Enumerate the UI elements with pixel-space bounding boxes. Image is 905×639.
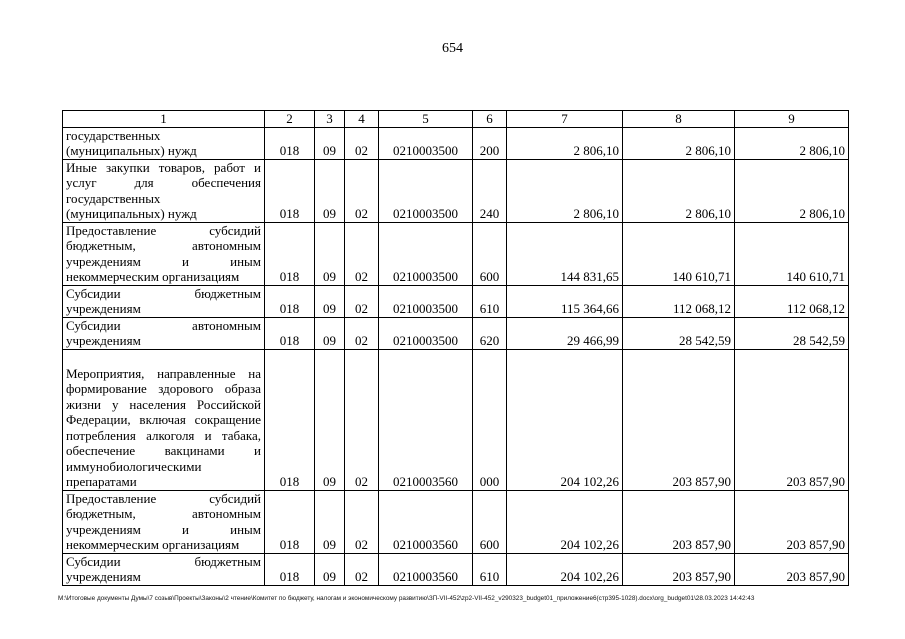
- section-cell: 09: [315, 349, 345, 490]
- amount-col7-cell: 2 806,10: [507, 127, 623, 159]
- table-row: [63, 159, 849, 222]
- amount-col8-cell: 203 857,90: [623, 553, 735, 585]
- amount-col8-cell: 2 806,10: [623, 127, 735, 159]
- column-header: 7: [507, 111, 623, 128]
- expense-type-cell: 240: [473, 159, 507, 222]
- amount-col7-cell: 204 102,26: [507, 490, 623, 553]
- expense-type-cell: 610: [473, 285, 507, 317]
- amount-col9-cell: 28 542,59: [735, 317, 849, 349]
- expense-type-cell: 200: [473, 127, 507, 159]
- target-article-cell: 0210003560: [379, 553, 473, 585]
- target-article-cell: 0210003500: [379, 127, 473, 159]
- row-name-cell: государственных (муниципальных) нужд: [63, 127, 265, 159]
- subsection-cell: 02: [345, 490, 379, 553]
- subsection-cell: 02: [345, 553, 379, 585]
- ministry-code-cell: 018: [265, 349, 315, 490]
- amount-col7-cell: 204 102,26: [507, 349, 623, 490]
- column-header: 8: [623, 111, 735, 128]
- target-article-cell: 0210003560: [379, 490, 473, 553]
- expense-type-cell: 610: [473, 553, 507, 585]
- expense-type-cell: 620: [473, 317, 507, 349]
- target-article-cell: 0210003560: [379, 349, 473, 490]
- section-cell: 09: [315, 127, 345, 159]
- amount-col7-cell: 144 831,65: [507, 222, 623, 285]
- column-header: 2: [265, 111, 315, 128]
- section-cell: 09: [315, 159, 345, 222]
- section-cell: 09: [315, 285, 345, 317]
- column-header: 5: [379, 111, 473, 128]
- page-number: 654: [442, 41, 463, 56]
- section-cell: 09: [315, 553, 345, 585]
- table-row: [63, 317, 849, 349]
- ministry-code-cell: 018: [265, 490, 315, 553]
- amount-col8-cell: 28 542,59: [623, 317, 735, 349]
- target-article-cell: 0210003500: [379, 285, 473, 317]
- table-row: [63, 553, 849, 585]
- row-name-cell: Предоставление субсидий бюджетным, автономным учреждениям и иным некоммерческим организациям: [63, 222, 265, 285]
- amount-col8-cell: 2 806,10: [623, 159, 735, 222]
- subsection-cell: 02: [345, 285, 379, 317]
- subsection-cell: 02: [345, 317, 379, 349]
- section-cell: 09: [315, 222, 345, 285]
- column-header: 4: [345, 111, 379, 128]
- ministry-code-cell: 018: [265, 127, 315, 159]
- row-name-cell: Предоставление субсидий бюджетным, автономным учреждениям и иным некоммерческим организациям: [63, 490, 265, 553]
- amount-col7-cell: 204 102,26: [507, 553, 623, 585]
- amount-col9-cell: 140 610,71: [735, 222, 849, 285]
- row-name-cell: Субсидии бюджетным учреждениям: [63, 553, 265, 585]
- section-cell: 09: [315, 490, 345, 553]
- ministry-code-cell: 018: [265, 317, 315, 349]
- amount-col8-cell: 203 857,90: [623, 349, 735, 490]
- table-header-row: [63, 111, 849, 128]
- ministry-code-cell: 018: [265, 285, 315, 317]
- target-article-cell: 0210003500: [379, 159, 473, 222]
- amount-col8-cell: 203 857,90: [623, 490, 735, 553]
- row-name-cell: Иные закупки товаров, работ и услуг для обеспечения государственных (муниципальных) нужд: [63, 159, 265, 222]
- target-article-cell: 0210003500: [379, 317, 473, 349]
- subsection-cell: 02: [345, 349, 379, 490]
- table-row: [63, 285, 849, 317]
- expense-type-cell: 600: [473, 490, 507, 553]
- column-header: 9: [735, 111, 849, 128]
- amount-col7-cell: 115 364,66: [507, 285, 623, 317]
- table-row: [63, 490, 849, 553]
- expense-type-cell: 000: [473, 349, 507, 490]
- amount-col7-cell: 2 806,10: [507, 159, 623, 222]
- amount-col8-cell: 140 610,71: [623, 222, 735, 285]
- amount-col7-cell: 29 466,99: [507, 317, 623, 349]
- column-header: 6: [473, 111, 507, 128]
- amount-col8-cell: 112 068,12: [623, 285, 735, 317]
- target-article-cell: 0210003500: [379, 222, 473, 285]
- table-row: [63, 127, 849, 159]
- subsection-cell: 02: [345, 222, 379, 285]
- amount-col9-cell: 203 857,90: [735, 490, 849, 553]
- ministry-code-cell: 018: [265, 159, 315, 222]
- ministry-code-cell: 018: [265, 553, 315, 585]
- row-name-cell: Субсидии автономным учреждениям: [63, 317, 265, 349]
- section-cell: 09: [315, 317, 345, 349]
- amount-col9-cell: 2 806,10: [735, 159, 849, 222]
- row-name-cell: Субсидии бюджетным учреждениям: [63, 285, 265, 317]
- ministry-code-cell: 018: [265, 222, 315, 285]
- row-name-cell: Мероприятия, направленные на формирование здорового образа жизни у населения Российской Федерации, включая сокращение потребления алкоголя и табака, обеспечение вакцинами и иммунобиологическими препаратами: [63, 349, 265, 490]
- amount-col9-cell: 203 857,90: [735, 553, 849, 585]
- amount-col9-cell: 2 806,10: [735, 127, 849, 159]
- amount-col9-cell: 112 068,12: [735, 285, 849, 317]
- column-header: 3: [315, 111, 345, 128]
- expense-type-cell: 600: [473, 222, 507, 285]
- table-row: [63, 222, 849, 285]
- budget-table: [62, 110, 849, 586]
- footer-file-path: M:\Итоговые документы Думы\7 созыв\Проекты\Законы\2 чтение\Комитет по бюджету, налогам и экономическому развитию\ЗП-VII-452\zp2-VII-452_v290323_budget01_приложение6(стр395-1028).docx\org_budget01\28.03.2023 14:42:43: [58, 595, 755, 602]
- amount-col9-cell: 203 857,90: [735, 349, 849, 490]
- table-row: [63, 349, 849, 490]
- subsection-cell: 02: [345, 159, 379, 222]
- column-header: 1: [63, 111, 265, 128]
- subsection-cell: 02: [345, 127, 379, 159]
